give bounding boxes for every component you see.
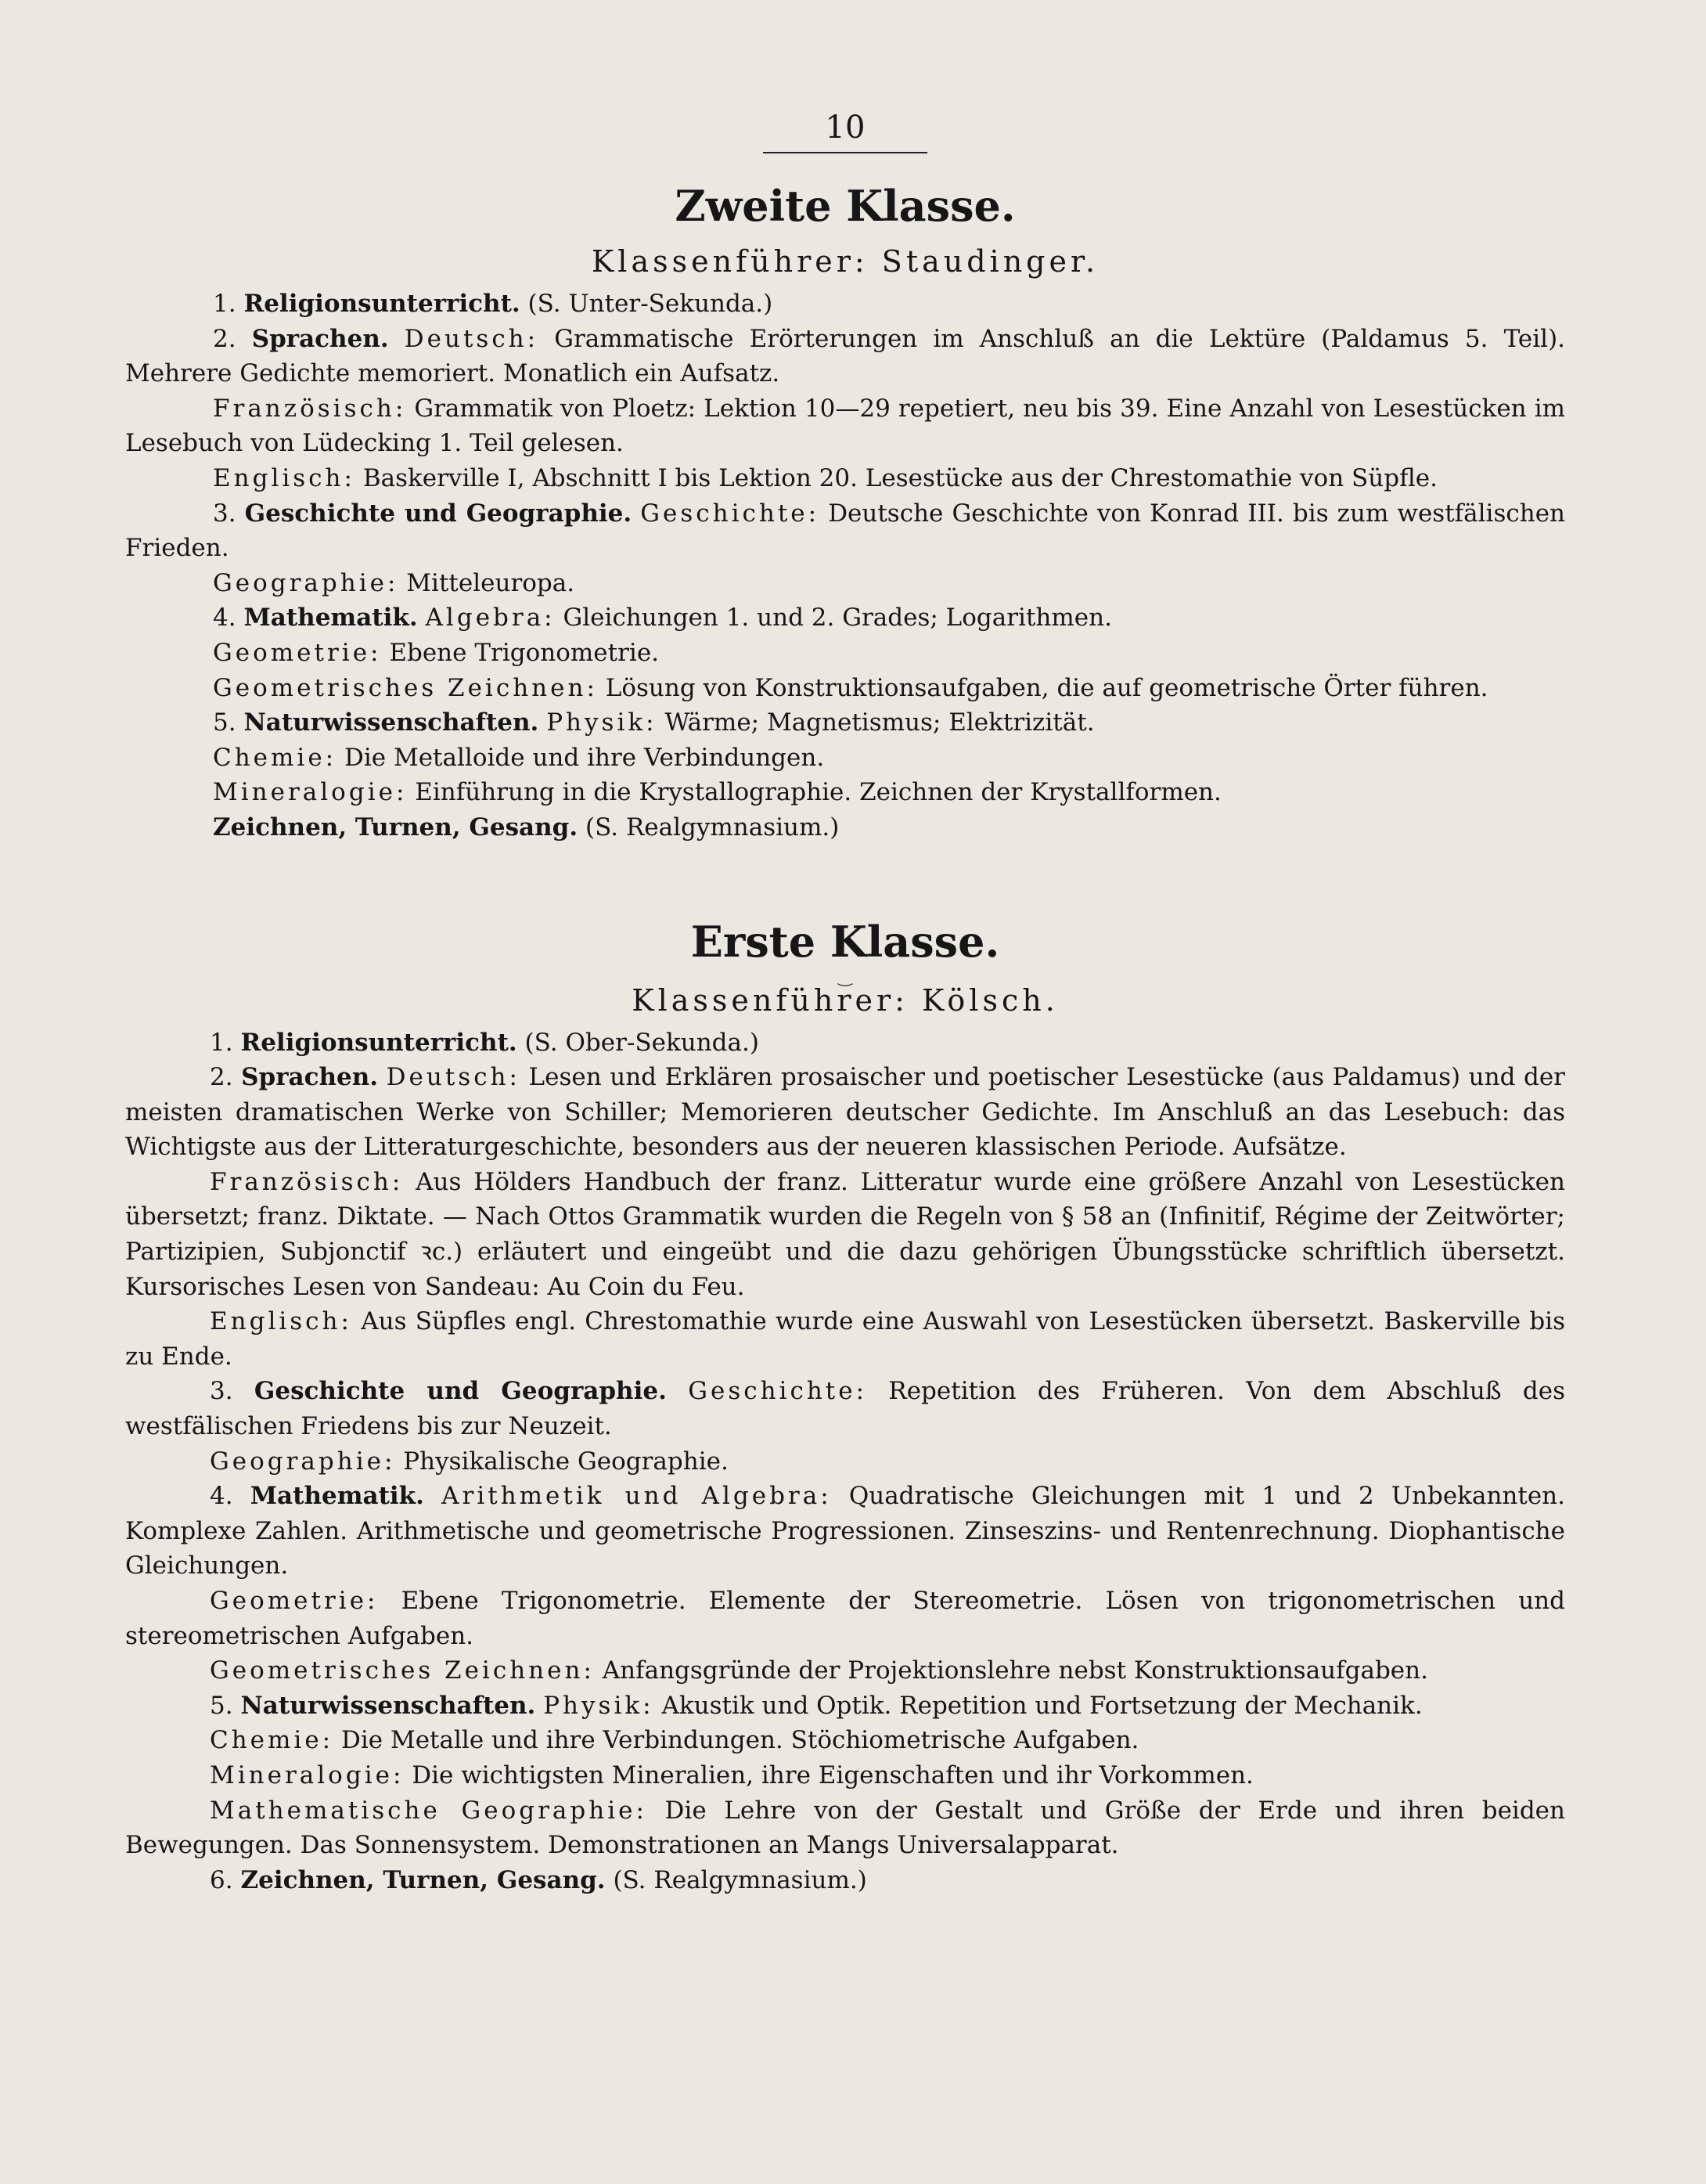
subject-geschichte [125, 496, 1565, 566]
topic-text: Grammatische Erörterungen im Anschluß an die Lektüre (Paldamus 5. Teil). Mehrere Gedichte memoriert. Monatlich ein Aufsatz. [125, 324, 1566, 388]
topic-text: Die Metalle und ihre Verbindungen. Stöchiometrische Aufgaben. [341, 1726, 1139, 1755]
topic-text: Deutsche Geschichte von Konrad III. bis zum westfälischen Frieden. [125, 499, 1566, 563]
subject-heading: Religionsunterricht. [243, 290, 520, 318]
topic-label: Geometrie: [210, 1587, 379, 1615]
topic-text: Aus Hölders Handbuch der franz. Litteratur wurde eine größere Anzahl von Lesestücken übersetzt; franz. Diktate. — Nach Ottos Grammatik wurden die Regeln von § 58 an (Infinitif, Régime der Zeitwörter; Partizipien, Subjonctif ꝛc.) erläutert und eingeübt und die dazu gehörigen Übungsstücke schriftlich übersetzt. Kursorisches Lesen von Sandeau: Au Coin du Feu. [125, 1167, 1565, 1301]
subject-number: 1. [213, 290, 236, 318]
page-number-rule [763, 152, 927, 153]
topic-geometrisches-zeichnen [125, 671, 1565, 706]
topic-text: Quadratische Gleichungen mit 1 und 2 Unbekannten. Komplexe Zahlen. Arithmetische und geometrische Progressionen. Zinseszins- und Rentenrechnung. Diophantische Gleichungen. [125, 1482, 1566, 1580]
subject-heading: Mathematik. [243, 604, 418, 632]
subject-number: 4. [210, 1482, 233, 1511]
topic-text: Die Lehre von der Gestalt und Größe der Erde und ihren beiden Bewegungen. Das Sonnensystem. Demonstrationen an Mangs Universalapparat. [125, 1796, 1565, 1860]
subject-zeichnen-turnen-gesang [125, 1863, 1565, 1898]
subject-number: 2. [210, 1063, 233, 1092]
section-zweite-klasse [125, 178, 1565, 845]
topic-label: Deutsch: [404, 324, 539, 353]
topic-label: Französisch: [213, 394, 407, 423]
section-title: Zweite Klasse. [675, 181, 1016, 231]
topic-text: Die wichtigsten Mineralien, ihre Eigenschaften und ihr Vorkommen. [412, 1761, 1254, 1789]
subject-sprachen-deutsch [125, 1060, 1565, 1165]
topic-text: Lesen und Erklären prosaischer und poetischer Lesestücke (aus Paldamus) und der meisten dramatischen Werke von Schiller; Memorieren deutscher Gedichte. Im Anschluß an das Lesebuch: das Wichtigste aus der Litteraturgeschichte, besonders aus der neueren klassischen Periode. Aufsätze. [125, 1063, 1565, 1162]
topic-text: Repetition des Früheren. Von dem Abschluß des westfälischen Friedens bis zur Neuzeit. [125, 1377, 1565, 1441]
topic-label: Chemie: [213, 743, 337, 772]
topic-text: Gleichungen 1. und 2. Grades; Logarithmen. [563, 604, 1112, 632]
subject-number: 5. [213, 708, 236, 737]
subject-text: (S. Realgymnasium.) [613, 1865, 867, 1894]
topic-franzoesisch [125, 1165, 1565, 1304]
topic-label: Englisch: [210, 1307, 352, 1336]
topic-geometrie [125, 1584, 1565, 1653]
topic-label: Mathematische Geographie: [210, 1796, 647, 1825]
topic-text: Anfangsgründe der Projektionslehre nebst Konstruktionsaufgaben. [602, 1656, 1428, 1685]
topic-englisch [125, 1304, 1565, 1374]
subject-heading: Mathematik. [250, 1482, 424, 1511]
subject-geschichte [125, 1374, 1565, 1443]
topic-text: Physikalische Geographie. [403, 1447, 729, 1476]
topic-label: Geometrisches Zeichnen: [213, 673, 598, 702]
topic-label: Physik: [546, 708, 657, 737]
topic-label: Mineralogie: [213, 778, 408, 807]
subject-heading: Naturwissenschaften. [243, 708, 539, 737]
topic-text: Die Metalloide und ihre Verbindungen. [344, 743, 825, 772]
topic-label: Englisch: [213, 463, 355, 492]
subject-zeichnen-turnen-gesang [125, 810, 1565, 845]
subject-religion [125, 287, 1565, 322]
topic-geometrisches-zeichnen [125, 1653, 1565, 1688]
topic-label: Arithmetik und Algebra: [441, 1482, 832, 1511]
topic-label: Geographie: [210, 1447, 396, 1476]
topic-text: Akustik und Optik. Repetition und Fortsetzung der Mechanik. [661, 1691, 1423, 1720]
topic-label: Chemie: [210, 1726, 334, 1755]
subject-number: 4. [213, 604, 236, 632]
topic-mineralogie [125, 1758, 1565, 1793]
subject-heading: Religionsunterricht. [240, 1028, 517, 1057]
page-number: 10 [825, 110, 866, 146]
subject-mathematik [125, 600, 1565, 636]
subject-heading: Naturwissenschaften. [240, 1691, 536, 1720]
topic-geographie [125, 566, 1565, 601]
topic-label: Geometrie: [213, 638, 382, 667]
subject-naturwissenschaften [125, 1688, 1565, 1724]
subject-heading: Zeichnen, Turnen, Gesang. [213, 813, 578, 842]
topic-text: Mitteleuropa. [406, 568, 575, 597]
subject-heading: Geschichte und Geographie. [254, 1377, 667, 1406]
topic-text: Grammatik von Ploetz: Lektion 10—29 repetiert, neu bis 39. Eine Anzahl von Lesestücken im Lesebuch von Lüdecking 1. Teil gelesen. [125, 394, 1566, 458]
topic-geometrie [125, 636, 1565, 671]
topic-label: Physik: [543, 1691, 654, 1720]
topic-label: Französisch: [210, 1167, 404, 1196]
topic-label: Algebra: [425, 604, 556, 632]
topic-geographie [125, 1444, 1565, 1479]
class-leader: Klassenführer: Staudinger. [591, 244, 1100, 279]
topic-label: Deutsch: [386, 1063, 520, 1092]
subject-text: (S. Unter-Sekunda.) [527, 290, 773, 318]
topic-englisch [125, 461, 1565, 496]
subject-heading: Sprachen. [251, 324, 389, 353]
topic-chemie [125, 741, 1565, 776]
subject-text: (S. Ober-Sekunda.) [524, 1028, 759, 1057]
topic-text: Einführung in die Krystallographie. Zeichnen der Krystallformen. [415, 778, 1222, 807]
subject-heading: Geschichte und Geographie. [244, 499, 632, 528]
subject-number: 6. [210, 1865, 233, 1894]
topic-mathematische-geographie [125, 1793, 1565, 1863]
subject-number: 1. [210, 1028, 233, 1057]
subject-religion [125, 1025, 1565, 1061]
class-leader: Klassenführer: Kölsch. [632, 982, 1059, 1018]
subject-naturwissenschaften [125, 705, 1565, 741]
subject-heading: Sprachen. [241, 1063, 379, 1092]
ornament-mark: ‿ [838, 967, 852, 987]
topic-mineralogie [125, 775, 1565, 810]
subject-number: 2. [213, 324, 236, 353]
topic-text: Aus Süpfles engl. Chrestomathie wurde eine Auswahl von Lesestücken übersetzt. Baskerville bis zu Ende. [125, 1307, 1565, 1371]
subject-number: 5. [210, 1691, 233, 1720]
topic-label: Geschichte: [688, 1377, 868, 1406]
topic-chemie [125, 1723, 1565, 1758]
topic-text: Lösung von Konstruktionsaufgaben, die auf geometrische Örter führen. [605, 673, 1488, 702]
topic-text: Ebene Trigonometrie. [389, 638, 660, 667]
topic-label: Geometrisches Zeichnen: [210, 1656, 595, 1685]
section-title: Erste Klasse. [690, 916, 1000, 967]
section-erste-klasse [125, 914, 1565, 1898]
topic-label: Mineralogie: [210, 1761, 405, 1789]
topic-label: Geographie: [213, 568, 399, 597]
topic-franzoesisch [125, 391, 1565, 461]
subject-mathematik [125, 1479, 1565, 1584]
subject-number: 3. [213, 499, 236, 528]
subject-heading: Zeichnen, Turnen, Gesang. [240, 1865, 606, 1894]
topic-text: Wärme; Magnetismus; Elektrizität. [664, 708, 1095, 737]
topic-text: Ebene Trigonometrie. Elemente der Stereometrie. Lösen von trigonometrischen und stereometrischen Aufgaben. [125, 1587, 1565, 1650]
subject-sprachen-deutsch [125, 322, 1565, 391]
topic-label: Geschichte: [640, 499, 820, 528]
topic-text: Baskerville I, Abschnitt I bis Lektion 20. Lesestücke aus der Chrestomathie von Süpfle. [362, 463, 1438, 492]
subject-text: (S. Realgymnasium.) [585, 813, 840, 842]
subject-number: 3. [210, 1377, 233, 1406]
